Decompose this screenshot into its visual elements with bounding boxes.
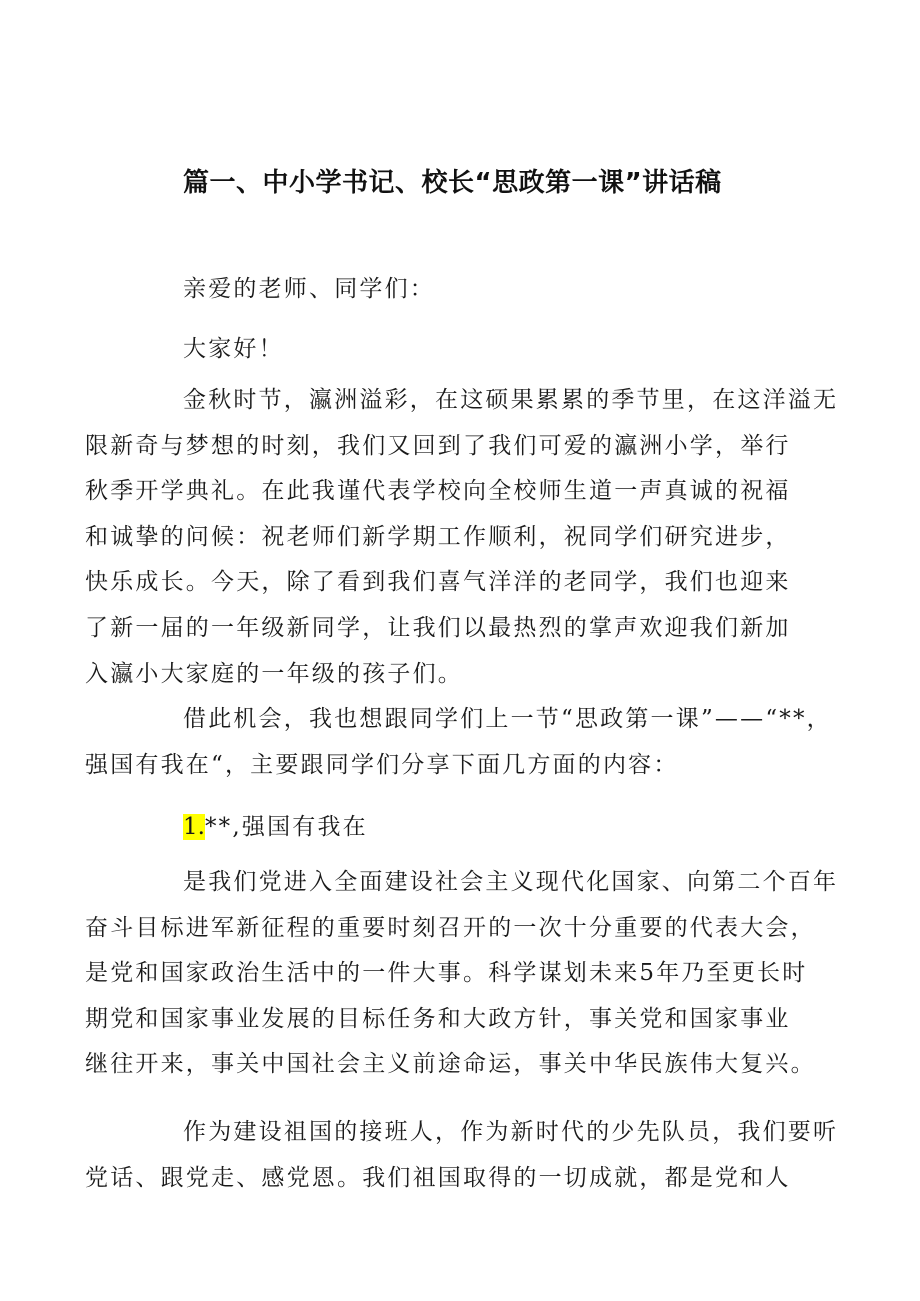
paragraph-line: 期党和国家事业发展的目标任务和大政方针，事关党和国家事业	[85, 1005, 791, 1032]
paragraph-line: 金秋时节，瀛洲溢彩，在这硕果累累的季节里，在这洋溢无	[183, 387, 839, 413]
paragraph-line: 了新一届的一年级新同学，让我们以最热烈的掌声欢迎我们新加	[85, 614, 791, 641]
paragraph-line: 党话、跟党走、感党恩。我们祖国取得的一切成就，都是党和人	[85, 1164, 791, 1191]
paragraph-opening	[85, 378, 839, 697]
section-heading-text: **,强国有我在	[204, 814, 368, 840]
paragraph-line: 是我们党进入全面建设社会主义现代化国家、向第二个百年	[183, 869, 839, 895]
paragraph-line: 快乐成长。今天，除了看到我们喜气洋洋的老同学，我们也迎来	[85, 569, 791, 596]
salutation-line: 大家好！	[183, 336, 284, 362]
paragraph-line: 强国有我在“，主要跟同学们分享下面几方面的内容：	[85, 751, 679, 778]
paragraph-line: 继往开来，事关中国社会主义前途命运，事关中华民族伟大复兴。	[85, 1051, 816, 1078]
paragraph-line: 作为建设祖国的接班人，作为新时代的少先队员，我们要听	[183, 1119, 839, 1145]
paragraph-line: 奋斗目标进军新征程的重要时刻召开的一次十分重要的代表大会，	[85, 914, 816, 941]
paragraph-line: 入瀛小大家庭的一年级的孩子们。	[85, 660, 463, 687]
paragraph-line: 是党和国家政治生活中的一件大事。科学谋划未来5年乃至更长时	[85, 960, 808, 987]
paragraph-congress	[85, 860, 839, 1088]
paragraph-line: 秋季开学典礼。在此我谨代表学校向全校师生道一声真诚的祝福	[85, 478, 791, 505]
paragraph-line: 借此机会，我也想跟同学们上一节“思政第一课”——“**，	[183, 706, 832, 732]
paragraph-line: 和诚挚的问候：祝老师们新学期工作顺利，祝同学们研究进步，	[85, 523, 791, 550]
paragraph-intro	[85, 697, 832, 788]
paragraph-successor	[85, 1110, 839, 1201]
greeting-line: 亲爱的老师、同学们：	[183, 276, 435, 302]
document-title: 篇一、中小学书记、校长“思政第一课”讲话稿	[183, 168, 722, 198]
paragraph-line: 限新奇与梦想的时刻，我们又回到了我们可爱的瀛洲小学，举行	[85, 432, 791, 459]
section-heading-1	[134, 805, 804, 851]
section-number-highlight: 1.	[183, 814, 205, 840]
